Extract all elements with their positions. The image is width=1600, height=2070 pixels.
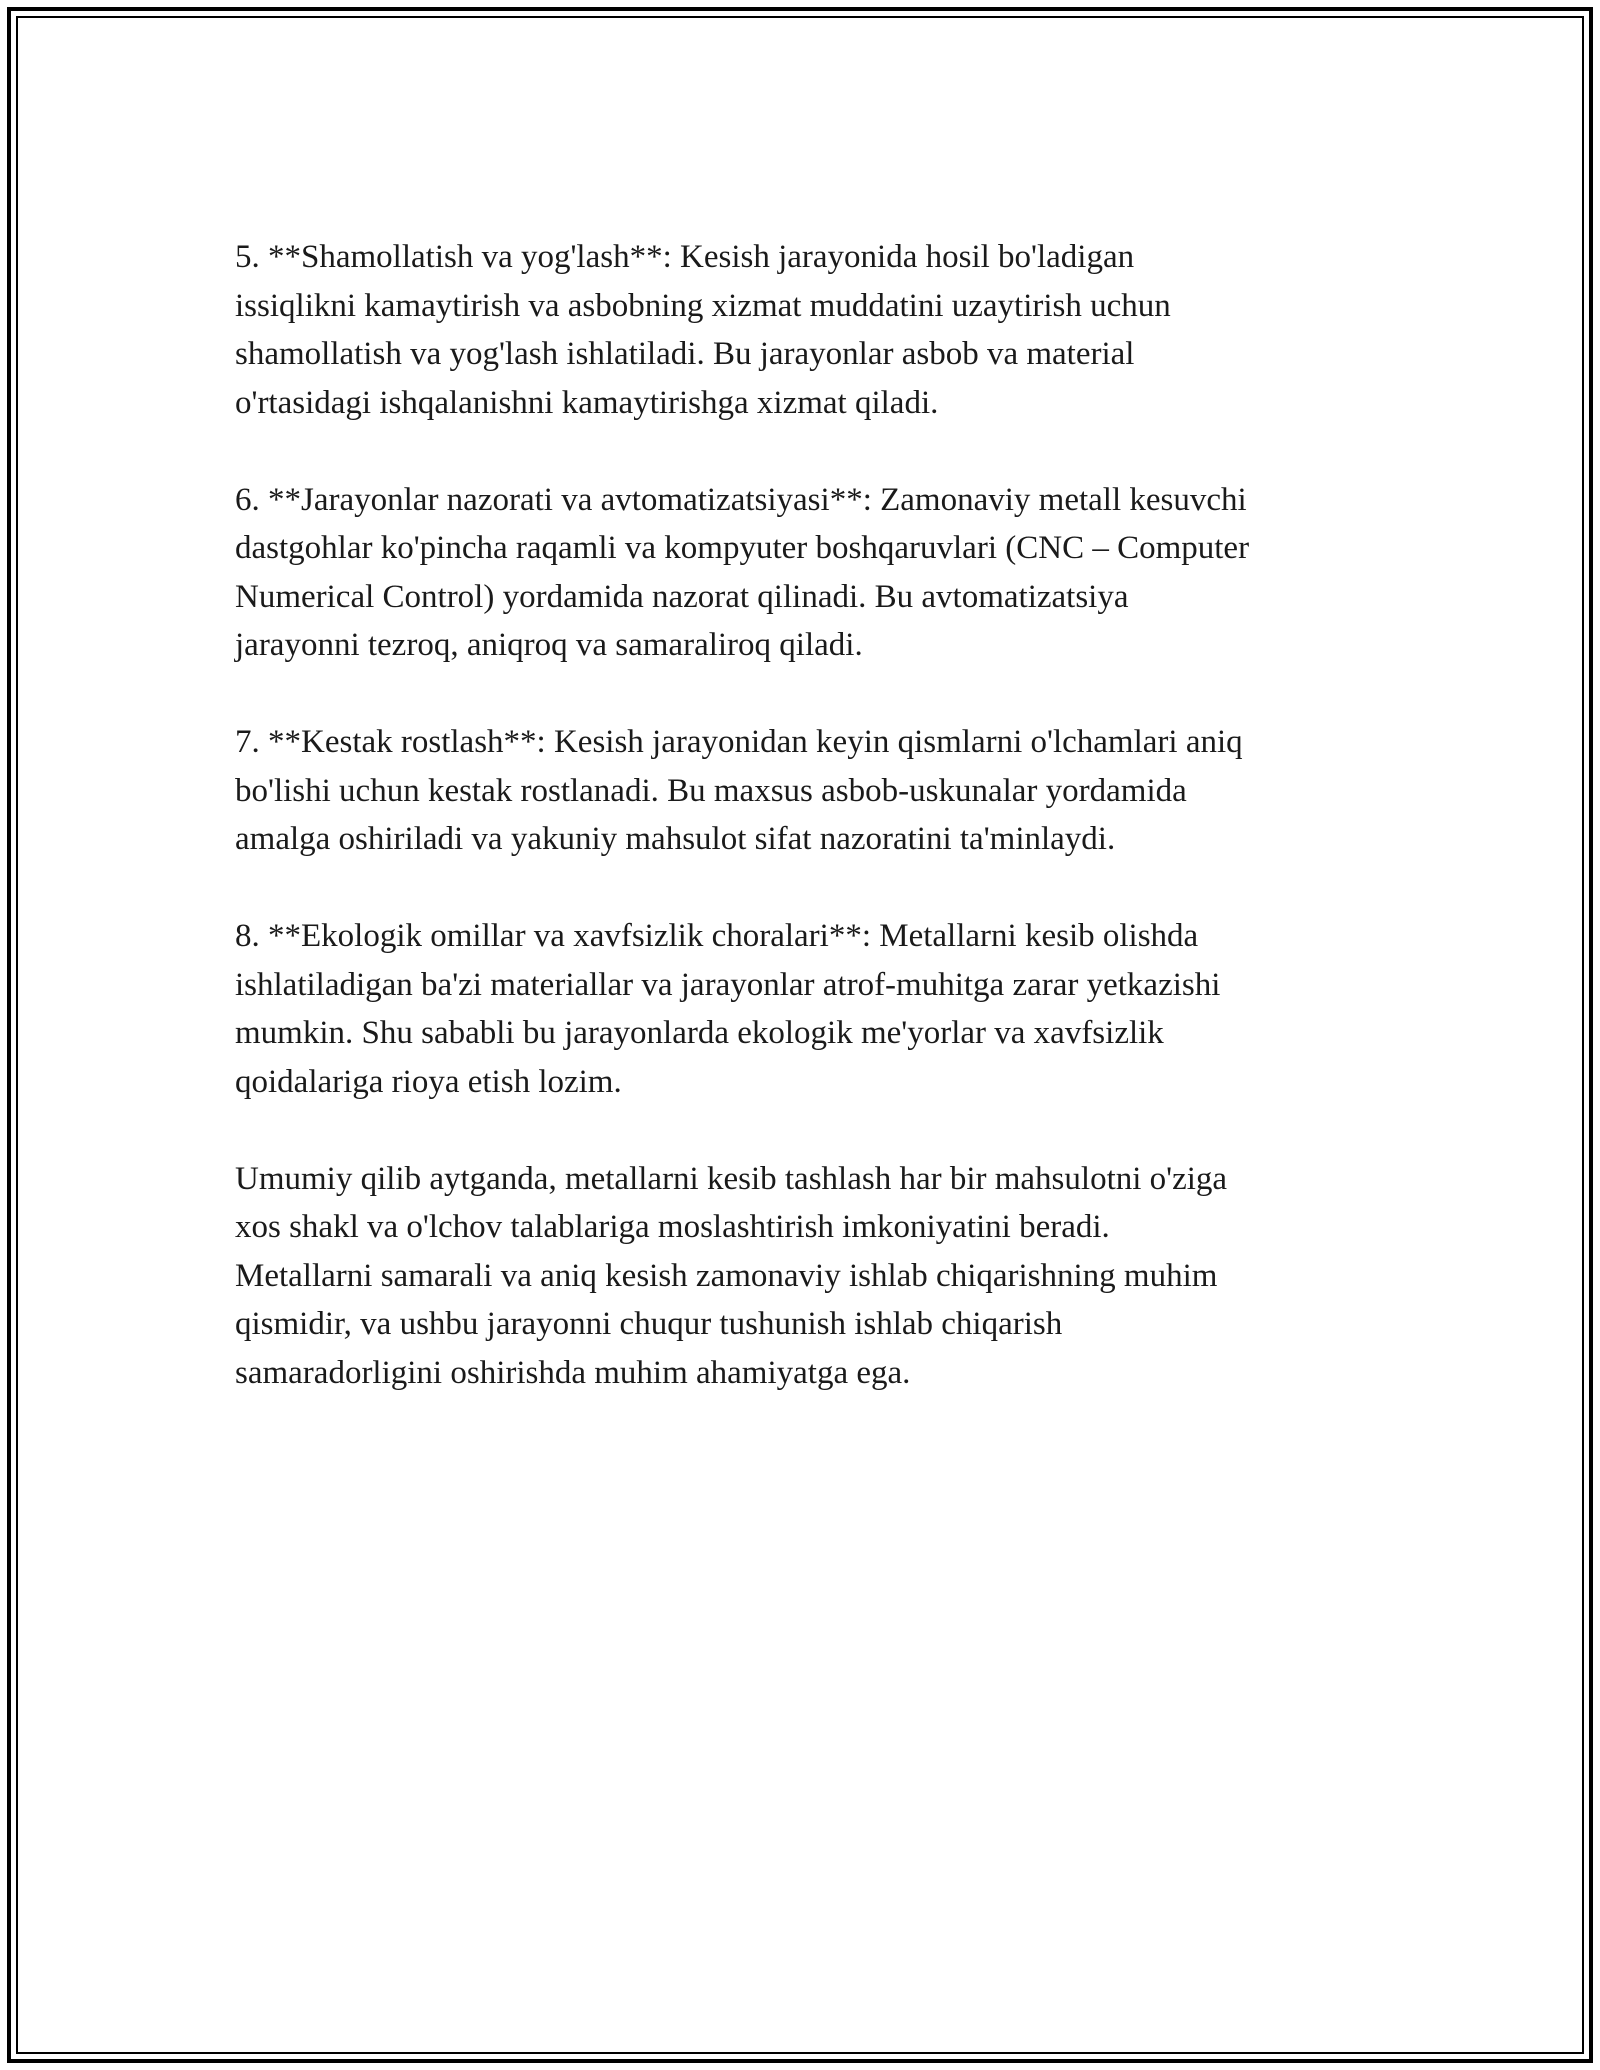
paragraph-item-6: 6. **Jarayonlar nazorati va avtomatizatsiyasi**: Zamonaviy metall kesuvchi dastgohlar ko'pincha raqamli va kompyuter boshqaruvlari (CNC – Computer Numerical Control) yordamida nazorat qilinadi. Bu avtomatizatsiya jarayonni tezroq, aniqroq va samaraliroq qiladi. <box>235 481 1250 663</box>
paragraph-item-7: 7. **Kestak rostlash**: Kesish jarayonidan keyin qismlarni o'lchamlari aniq bo'lishi uchun kestak rostlanadi. Bu maxsus asbob-uskunalar yordamida amalga oshiriladi va yakuniy mahsulot sifat nazoratini ta'minlaydi. <box>235 724 1243 857</box>
paragraph-conclusion: Umumiy qilib aytganda, metallarni kesib tashlash har bir mahsulotni o'ziga xos shakl va o'lchov talablariga moslashtirish imkoniyatini beradi. Metallarni samarali va aniq kesish zamonaviy ishlab chiqarishning muhim qismidir, va ushbu jarayonni chuqur tushunish ishlab chiqarish samaradorligini oshirishda muhim ahamiyatga ega. <box>235 1160 1228 1391</box>
document-body <box>235 233 1385 1397</box>
paragraph-item-5: 5. **Shamollatish va yog'lash**: Kesish jarayonida hosil bo'ladigan issiqlikni kamaytirish va asbobning xizmat muddatini uzaytirish uchun shamollatish va yog'lash ishlatiladi. Bu jarayonlar asbob va material o'rtasidagi ishqalanishni kamaytirishga xizmat qiladi. <box>235 239 1171 421</box>
paragraph-item-8: 8. **Ekologik omillar va xavfsizlik choralari**: Metallarni kesib olishda ishlatiladigan ba'zi materiallar va jarayonlar atrof-muhitga zarar yetkazishi mumkin. Shu sababli bu jarayonlarda ekologik me'yorlar va xavfsizlik qoidalariga rioya etish lozim. <box>235 918 1221 1100</box>
